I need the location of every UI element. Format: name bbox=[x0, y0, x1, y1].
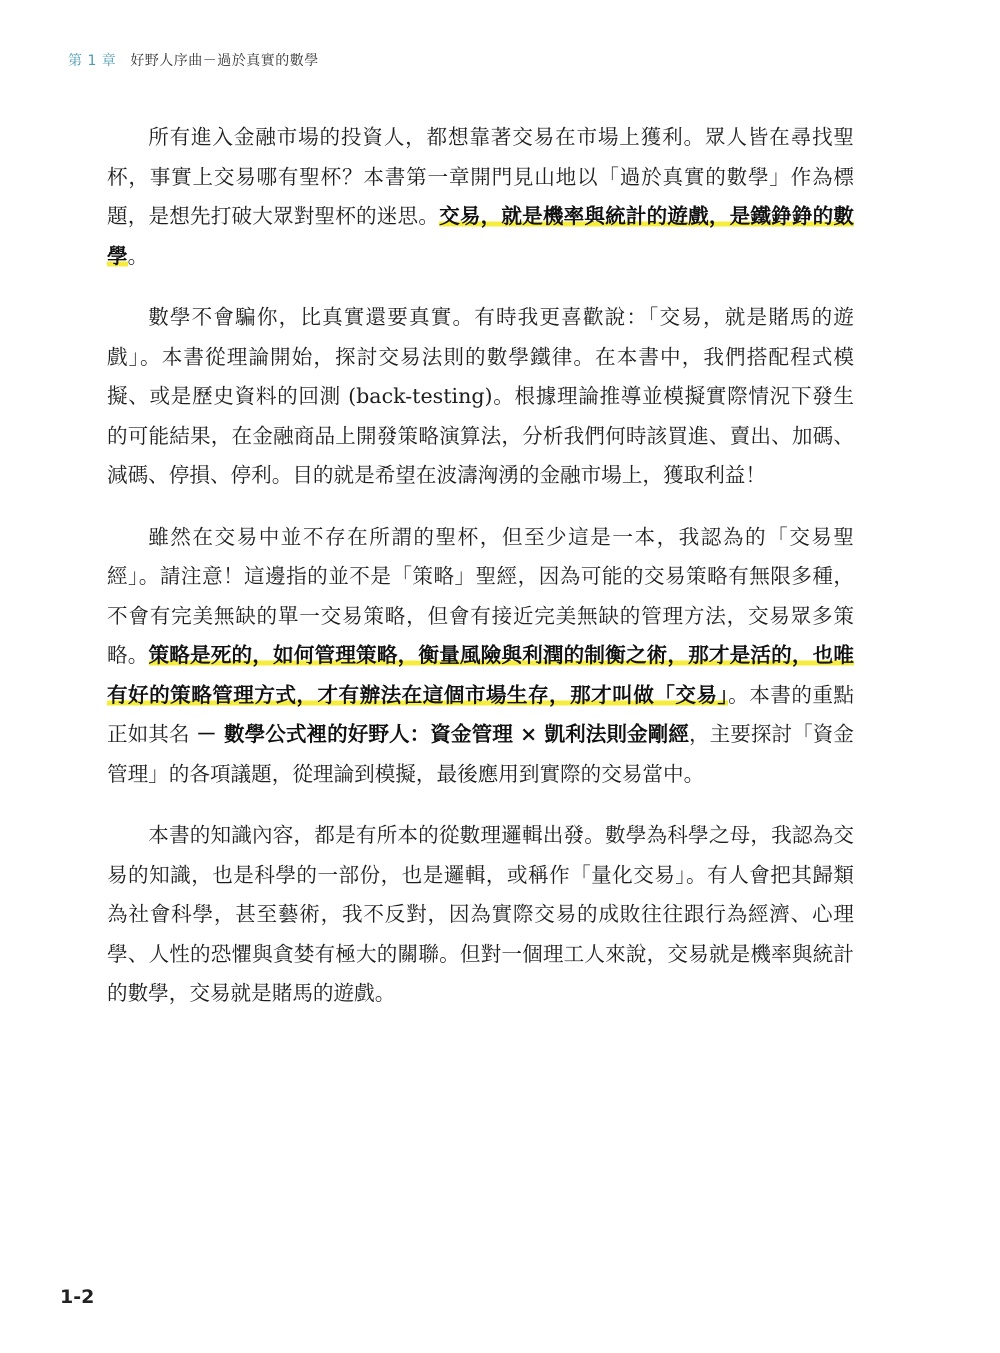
paragraph-3-tail: ，主要探討「資金管理」的各項議題，從理論到模擬，最後應用到實際的交易當中。 bbox=[107, 722, 855, 786]
paragraph-4 bbox=[107, 816, 854, 1014]
paragraph-3-highlight: 策略是死的，如何管理策略，衡量風險與利潤的制衡之術，那才是活的，也唯有好的策略管理方式，才有辦法在這個市場生存，那才叫做「交易」 bbox=[107, 643, 855, 707]
paragraph-3-middle: 。本書的重點正如其名 bbox=[107, 682, 855, 746]
paragraph-3 bbox=[107, 518, 854, 795]
paragraph-1-text: 所有進入金融市場的投資人，都想靠著交易在市場上獲利。眾人皆在尋找聖杯，事實上交易哪有聖杯？本書第一章開門見山地以「過於真實的數學」作為標題，是想先打破大眾對聖杯的迷思。 bbox=[107, 125, 854, 228]
book-title-bold: － 數學公式裡的好野人：資金管理 × 凱利法則金剛經 bbox=[196, 722, 689, 746]
paragraph-2 bbox=[107, 298, 854, 496]
chapter-title: 好野人序曲－過於真實的數學 bbox=[130, 53, 319, 69]
paragraph-1-highlight: 交易，就是機率與統計的遊戲，是鐵錚錚的數學 bbox=[107, 204, 855, 268]
page-number: 1-2 bbox=[60, 1286, 95, 1308]
body-text bbox=[107, 118, 854, 1036]
paragraph-1-tail: 。 bbox=[127, 243, 149, 268]
paragraph-2-text: 數學不會騙你，比真實還要真實。有時我更喜歡說：「交易，就是賭馬的遊戲」。本書從理論開始，探討交易法則的數學鐵律。在本書中，我們搭配程式模擬、或是歷史資料的回測 (back-testing)。根據理論推導並模擬實際情況下發生的可能結果，在金融商品上開發策略演算法，分析我們何時該買進、賣出、加碼、減碼、停損、停利。目的就是希望在波濤洶湧的金融市場上，獲取利益！ bbox=[107, 305, 854, 487]
paragraph-4-text: 本書的知識內容，都是有所本的從數理邏輯出發。數學為科學之母，我認為交易的知識，也是科學的一部份，也是邏輯，或稱作「量化交易」。有人會把其歸類為社會科學，甚至藝術，我不反對，因為實際交易的成敗往往跟行為經濟、心理學、人性的恐懼與貪婪有極大的關聯。但對一個理工人來說，交易就是機率與統計的數學，交易就是賭馬的遊戲。 bbox=[107, 823, 854, 1005]
running-header bbox=[68, 50, 319, 70]
paragraph-3-text: 雖然在交易中並不存在所謂的聖杯，但至少這是一本，我認為的「交易聖經」。請注意！這邊指的並不是「策略」聖經，因為可能的交易策略有無限多種，不會有完美無缺的單一交易策略，但會有接近完美無缺的管理方法，交易眾多策略。 bbox=[107, 524, 854, 667]
paragraph-1 bbox=[107, 118, 854, 276]
chapter-label: 第 1 章 bbox=[68, 53, 117, 69]
